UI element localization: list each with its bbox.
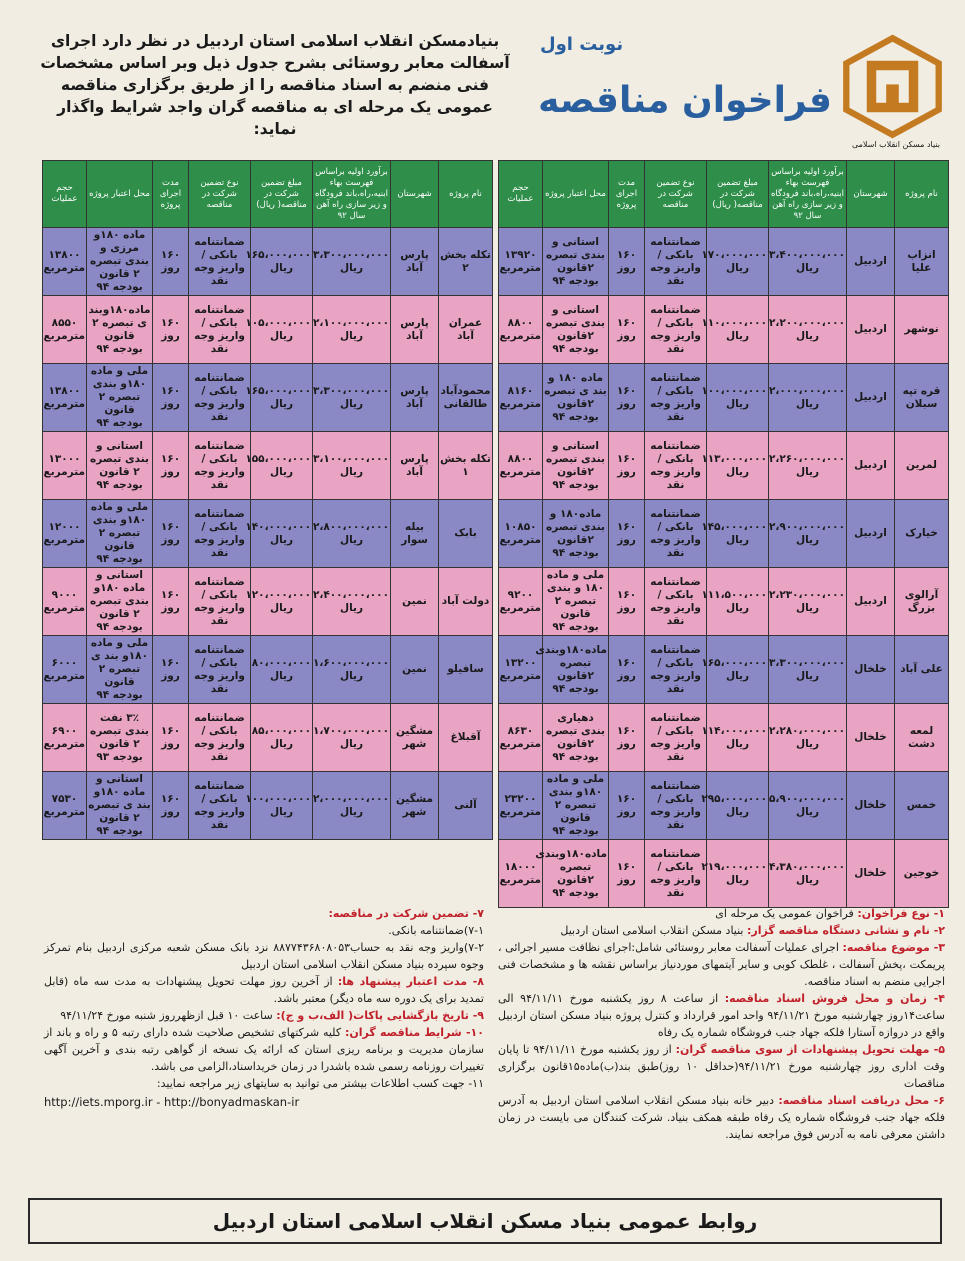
column-header: برآورد اولیه براساس فهرست بهاء ابنیه،راه،باند فرودگاه و زیر سازی راه آهن سال ۹۲ <box>769 161 847 228</box>
cell-duration: ۱۶۰ روز <box>153 228 189 296</box>
cell-volume: ۸۸۰۰ مترمربع <box>499 296 543 364</box>
footer-credit: روابط عمومی بنیاد مسکن انقلاب اسلامی استان اردبیل <box>28 1198 942 1244</box>
cell-gtype: ضمانتنامه بانکی /واریز وجه نقد <box>645 840 707 908</box>
note-item <box>498 905 945 922</box>
page-title: فراخوان مناقصه <box>538 80 832 121</box>
cell-gtype: ضمانتنامه بانکی /واریز وجه نقد <box>189 296 251 364</box>
column-header: مبلغ تضمین شرکت در مناقصه( ریال) <box>251 161 313 228</box>
cell-volume: ۸۱۶۰ مترمربع <box>499 364 543 432</box>
column-header: برآورد اولیه براساس فهرست بهاء ابنیه،راه،باند فرودگاه و زیر سازی راه آهن سال ۹۲ <box>313 161 391 228</box>
cell-volume: ۱۲۰۰۰ مترمربع <box>43 500 87 568</box>
note-heading: ۳- موضوع مناقصه: <box>842 941 945 954</box>
cell-guarantee: ۱۰۰،۰۰۰،۰۰۰ ریال <box>707 364 769 432</box>
cell-fund: ملی و ماده ۱۸۰و بندی تبصره ۲ قانون بودجه ۹۴ <box>87 364 153 432</box>
note-heading: ۱- نوع فراخوان: <box>857 907 945 920</box>
note-text: کلیه شرکتهای تشخیص صلاحیت شده دارای رتبه ۵ و راه و باند از سازمان مدیریت و برنامه ریزی استان که ارائه یک نسخه از گواهی رتبه بندی و آخرین آگهی تغییرات روزنامه رسمی شده باشدرا در زمان خریداسناد،الزامی می باشد. <box>44 1026 484 1073</box>
cell-fund: استانی و ماده ۱۸۰و بند ی تبصره ۲ قانون بودجه ۹۴ <box>87 772 153 840</box>
cell-name: عمران آباد <box>439 296 493 364</box>
cell-city: نمین <box>391 636 439 704</box>
cell-estimate: ۲،۴۰۰،۰۰۰،۰۰۰ ریال <box>313 568 391 636</box>
cell-volume: ۲۳۲۰۰ مترمربع <box>499 772 543 840</box>
cell-duration: ۱۶۰ روز <box>609 636 645 704</box>
table-row <box>43 636 493 704</box>
cell-duration: ۱۶۰ روز <box>153 636 189 704</box>
cell-gtype: ضمانتنامه بانکی /واریز وجه نقد <box>645 772 707 840</box>
table-row <box>499 228 949 296</box>
note-heading: ۷- تضمین شرکت در مناقصه: <box>328 907 484 920</box>
cell-volume: ۱۳۰۰۰ مترمربع <box>43 432 87 500</box>
cell-fund: ۳٪ نفت بندی تبصره ۲ قانون بودجه ۹۳ <box>87 704 153 772</box>
cell-name: قره تپه سبلان <box>895 364 949 432</box>
note-item <box>44 1007 484 1024</box>
note-item <box>498 990 945 1041</box>
intro-text: بنیادمسکن انقلاب اسلامی استان اردبیل در نظر دارد اجرای آسفالت معابر روستائی بشرح جدول ذیل وبر اساس مشخصات فنی منضم به اسناد مناقصه را از طریق برگزاری مناقصه عمومی یک مرحله ای به مناقصه گران واجد شرایط واگذار نماید: <box>40 32 510 138</box>
cell-city: پارس آباد <box>391 364 439 432</box>
cell-duration: ۱۶۰ روز <box>153 432 189 500</box>
cell-duration: ۱۶۰ روز <box>609 364 645 432</box>
cell-guarantee: ۱۰۰،۰۰۰،۰۰۰ ریال <box>251 772 313 840</box>
cell-name: آقبلاغ <box>439 704 493 772</box>
cell-fund: ماده ۱۸۰و مرزی و بندی تبصره ۲ قانون بودجه ۹۴ <box>87 228 153 296</box>
note-text: دبیر خانه بنیاد مسکن انقلاب اسلامی استان اردبیل به آدرس فلکه جهاد جنب فروشگاه شماره یک رفاه طبقه همکف بنیاد. شرکت کنندگان می بایست در زمان داشتن معرفی نامه به آدرس فوق مراجعه نمایند. <box>498 1094 945 1141</box>
table-row <box>499 568 949 636</box>
cell-guarantee: ۱۱۴،۰۰۰،۰۰۰ ریال <box>707 704 769 772</box>
edition-badge: نوبت اول <box>540 34 624 55</box>
column-header: شهرستان <box>391 161 439 228</box>
cell-fund: ماده۱۸۰ و بندی تبصره ۲قانون بودجه ۹۴ <box>543 500 609 568</box>
cell-city: خلخال <box>847 636 895 704</box>
cell-duration: ۱۶۰ روز <box>609 772 645 840</box>
note-item <box>44 922 484 939</box>
table-row <box>499 840 949 908</box>
note-item <box>498 1092 945 1143</box>
note-item <box>44 1075 484 1092</box>
cell-volume: ۶۹۰۰ مترمربع <box>43 704 87 772</box>
cell-fund: ماده۱۸۰وبندی تبصره ۲قانون بودجه ۹۴ <box>543 636 609 704</box>
cell-name: انزاب علیا <box>895 228 949 296</box>
cell-city: نمین <box>391 568 439 636</box>
cell-gtype: ضمانتنامه بانکی /واریز وجه نقد <box>189 364 251 432</box>
note-item <box>498 939 945 990</box>
cell-guarantee: ۱۴۰،۰۰۰،۰۰۰ ریال <box>251 500 313 568</box>
cell-city: اردبیل <box>847 500 895 568</box>
table-row <box>499 500 949 568</box>
cell-duration: ۱۶۰ روز <box>609 296 645 364</box>
cell-name: آلنی <box>439 772 493 840</box>
cell-gtype: ضمانتنامه بانکی /واریز وجه نقد <box>189 500 251 568</box>
table-row <box>43 364 493 432</box>
cell-city: مشگین شهر <box>391 772 439 840</box>
cell-volume: ۸۵۵۰ مترمربع <box>43 296 87 364</box>
note-text: ۷-۱)ضمانتنامه بانکی. <box>388 924 484 937</box>
cell-duration: ۱۶۰ روز <box>609 228 645 296</box>
cell-guarantee: ۱۱۱،۵۰۰،۰۰۰ ریال <box>707 568 769 636</box>
cell-duration: ۱۶۰ روز <box>153 364 189 432</box>
table-row <box>43 432 493 500</box>
cell-guarantee: ۱۶۵،۰۰۰،۰۰۰ ریال <box>251 364 313 432</box>
cell-estimate: ۳،۳۰۰،۰۰۰،۰۰۰ ریال <box>313 364 391 432</box>
cell-city: پارس آباد <box>391 228 439 296</box>
cell-fund: استانی و بندی تبصره ۲ قانون بودجه ۹۴ <box>87 432 153 500</box>
column-header: نوع تضمین شرکت در مناقصه <box>189 161 251 228</box>
note-text: ۷-۲)واریز وجه نقد به حساب۸۸۷۷۴۳۶۸۰۸۰۵۳ نزد بانک مسکن شعبه مرکزی اردبیل بنام تمرکز وجوه سپرده بنیاد مسکن انقلاب اسلامی استان اردبیل <box>44 941 484 971</box>
column-header: شهرستان <box>847 161 895 228</box>
cell-estimate: ۲،۲۸۰،۰۰۰،۰۰۰ ریال <box>769 704 847 772</box>
cell-guarantee: ۱۶۵،۰۰۰،۰۰۰ ریال <box>707 636 769 704</box>
cell-duration: ۱۶۰ روز <box>153 772 189 840</box>
cell-gtype: ضمانتنامه بانکی /واریز وجه نقد <box>645 568 707 636</box>
cell-guarantee: ۱۴۵،۰۰۰،۰۰۰ ریال <box>707 500 769 568</box>
cell-guarantee: ۱۱۳،۰۰۰،۰۰۰ ریال <box>707 432 769 500</box>
cell-volume: ۸۸۰۰ مترمربع <box>499 432 543 500</box>
column-header: حجم عملیات <box>499 161 543 228</box>
cell-gtype: ضمانتنامه بانکی /واریز وجه نقد <box>189 228 251 296</box>
foundation-logo-icon <box>840 34 945 139</box>
cell-estimate: ۱،۶۰۰،۰۰۰،۰۰۰ ریال <box>313 636 391 704</box>
cell-gtype: ضمانتنامه بانکی /واریز وجه نقد <box>645 364 707 432</box>
cell-name: بابک <box>439 500 493 568</box>
cell-guarantee: ۲۹۵،۰۰۰،۰۰۰ ریال <box>707 772 769 840</box>
cell-fund: دهیاری بندی تبصره ۲قانون بودجه ۹۴ <box>543 704 609 772</box>
note-item <box>44 905 484 922</box>
cell-city: پارس آباد <box>391 296 439 364</box>
cell-fund: ملی و ماده ۱۸۰و بندی تبصره ۲ قانون بودجه ۹۴ <box>87 500 153 568</box>
cell-gtype: ضمانتنامه بانکی /واریز وجه نقد <box>645 228 707 296</box>
note-text: اجرای عملیات آسفالت معابر روستائی شامل:اجرای نظافت مسیر اجرائی ، پریمکت ،پخش آسفالت ، غلطک کوبی و سایر آیتمهای موردنیاز براساس نقشه ها و مشخصات فنی اجرایی منضم به اسناد مناقصه. <box>498 941 945 988</box>
cell-gtype: ضمانتنامه بانکی /واریز وجه نقد <box>645 704 707 772</box>
cell-gtype: ضمانتنامه بانکی /واریز وجه نقد <box>189 704 251 772</box>
cell-duration: ۱۶۰ روز <box>609 840 645 908</box>
cell-guarantee: ۱۰۵،۰۰۰،۰۰۰ ریال <box>251 296 313 364</box>
table-row <box>499 636 949 704</box>
cell-name: سافیلو <box>439 636 493 704</box>
cell-city: خلخال <box>847 772 895 840</box>
note-heading: ۴- زمان و محل فروش اسناد مناقصه: <box>724 992 945 1005</box>
table-row <box>499 704 949 772</box>
cell-guarantee: ۸۵،۰۰۰،۰۰۰ ریال <box>251 704 313 772</box>
column-header: مدت اجرای پروژه <box>609 161 645 228</box>
cell-city: خلخال <box>847 840 895 908</box>
cell-city: اردبیل <box>847 228 895 296</box>
cell-volume: ۶۰۰۰ مترمربع <box>43 636 87 704</box>
cell-volume: ۷۵۳۰ مترمربع <box>43 772 87 840</box>
column-header: محل اعتبار پروژه <box>543 161 609 228</box>
cell-city: اردبیل <box>847 296 895 364</box>
cell-estimate: ۲،۸۰۰،۰۰۰،۰۰۰ ریال <box>313 500 391 568</box>
cell-duration: ۱۶۰ روز <box>153 568 189 636</box>
cell-name: خیارک <box>895 500 949 568</box>
cell-estimate: ۲،۰۰۰،۰۰۰،۰۰۰ ریال <box>313 772 391 840</box>
note-heading: ۵- مهلت تحویل پیشنهادات از سوی مناقصه گران: <box>675 1043 945 1056</box>
cell-duration: ۱۶۰ روز <box>609 432 645 500</box>
cell-guarantee: ۸۰،۰۰۰،۰۰۰ ریال <box>251 636 313 704</box>
cell-guarantee: ۱۶۵،۰۰۰،۰۰۰ ریال <box>251 228 313 296</box>
column-header: نوع تضمین شرکت در مناقصه <box>645 161 707 228</box>
cell-volume: ۱۳۹۲۰ مترمربع <box>499 228 543 296</box>
table-row <box>43 296 493 364</box>
cell-name: محمودآباد طالقانی <box>439 364 493 432</box>
cell-duration: ۱۶۰ روز <box>153 500 189 568</box>
cell-name: لمرین <box>895 432 949 500</box>
notes-right <box>498 905 945 1143</box>
website-links[interactable]: http://iets.mporg.ir - http://bonyadmaskan-ir <box>44 1095 300 1109</box>
cell-name: تکله بخش ۲ <box>439 228 493 296</box>
cell-estimate: ۲،۹۰۰،۰۰۰،۰۰۰ ریال <box>769 500 847 568</box>
table-row <box>499 772 949 840</box>
cell-volume: ۱۰۸۵۰ مترمربع <box>499 500 543 568</box>
cell-volume: ۱۸۰۰۰ مترمربع <box>499 840 543 908</box>
table-row <box>43 228 493 296</box>
note-text: از روز یکشنبه مورخ ۹۴/۱۱/۱۱ تا پایان وقت اداری روز چهارشنبه مورخ ۹۴/۱۱/۲۱(حداقل ۱۰ روز)طبق بند(ب)ماده۱۵قانون برگزاری مناقصات <box>498 1043 945 1090</box>
cell-gtype: ضمانتنامه بانکی /واریز وجه نقد <box>189 568 251 636</box>
cell-volume: ۸۶۳۰ مترمربع <box>499 704 543 772</box>
cell-gtype: ضمانتنامه بانکی /واریز وجه نقد <box>645 500 707 568</box>
note-text: از آخرین روز مهلت تحویل پیشنهادات به مدت سه ماه (قابل تمدید برای یک دوره سه ماه دیگر) معتبر باشد. <box>44 975 484 1005</box>
note-heading: ۱۰- شرایط مناقصه گران: <box>344 1026 484 1039</box>
cell-name: خوجین <box>895 840 949 908</box>
cell-fund: ماده ۱۸۰ و بند ی تبصره ۲قانون بودجه ۹۴ <box>543 364 609 432</box>
cell-estimate: ۳،۱۰۰،۰۰۰،۰۰۰ ریال <box>313 432 391 500</box>
cell-duration: ۱۶۰ روز <box>609 500 645 568</box>
cell-estimate: ۳،۳۰۰،۰۰۰،۰۰۰ ریال <box>769 636 847 704</box>
cell-duration: ۱۶۰ روز <box>153 704 189 772</box>
cell-city: خلخال <box>847 704 895 772</box>
cell-estimate: ۲،۰۰۰،۰۰۰،۰۰۰ ریال <box>769 364 847 432</box>
cell-city: اردبیل <box>847 364 895 432</box>
table-row <box>499 432 949 500</box>
note-item <box>498 1041 945 1092</box>
note-item <box>44 939 484 973</box>
cell-name: آرالوی بزرگ <box>895 568 949 636</box>
cell-fund: ملی و ماده ۱۸۰و بندی تبصره ۲ قانون بودجه ۹۴ <box>543 772 609 840</box>
cell-fund: ملی و ماده ۱۸۰ و بندی تبصره ۲ قانون بودجه ۹۴ <box>543 568 609 636</box>
cell-estimate: ۲،۲۰۰،۰۰۰،۰۰۰ ریال <box>769 296 847 364</box>
note-text: ۱۱- جهت کسب اطلاعات بیشتر می توانید به سایتهای زیر مراجعه نمایید: <box>156 1077 484 1090</box>
note-item <box>44 1024 484 1075</box>
table-row <box>43 500 493 568</box>
cell-fund: ماده۱۸۰وبندی تبصره ۲قانون بودجه ۹۴ <box>543 840 609 908</box>
cell-estimate: ۳،۳۰۰،۰۰۰،۰۰۰ ریال <box>313 228 391 296</box>
cell-city: مشگین شهر <box>391 704 439 772</box>
cell-gtype: ضمانتنامه بانکی /واریز وجه نقد <box>189 432 251 500</box>
note-text: بنیاد مسکن انقلاب اسلامی استان اردبیل <box>560 924 747 937</box>
note-heading: ۸- مدت اعتبار پیشنهاد ها: <box>337 975 484 988</box>
projects-table-left <box>42 160 493 840</box>
note-item <box>44 973 484 1007</box>
cell-city: بیله سوار <box>391 500 439 568</box>
cell-estimate: ۵،۹۰۰،۰۰۰،۰۰۰ ریال <box>769 772 847 840</box>
cell-volume: ۱۳۸۰۰ مترمربع <box>43 228 87 296</box>
cell-name: لمعه دشت <box>895 704 949 772</box>
cell-estimate: ۳،۴۰۰،۰۰۰،۰۰۰ ریال <box>769 228 847 296</box>
cell-duration: ۱۶۰ روز <box>153 296 189 364</box>
table-row <box>43 704 493 772</box>
cell-estimate: ۲،۲۳۰،۰۰۰،۰۰۰ ریال <box>769 568 847 636</box>
note-text: فراخوان عمومی یک مرحله ای <box>715 907 858 920</box>
cell-guarantee: ۱۱۰،۰۰۰،۰۰۰ ریال <box>707 296 769 364</box>
cell-guarantee: ۱۵۵،۰۰۰،۰۰۰ ریال <box>251 432 313 500</box>
note-heading: ۶- محل دریافت اسناد مناقصه: <box>778 1094 946 1107</box>
column-header: مبلغ تضمین شرکت در مناقصه( ریال) <box>707 161 769 228</box>
cell-name: دولت آباد <box>439 568 493 636</box>
cell-city: اردبیل <box>847 568 895 636</box>
cell-fund: استانی و ماده ۱۸۰و بندی تبصره ۲ قانون بودجه ۹۴ <box>87 568 153 636</box>
cell-fund: استانی و بندی تبصره ۲قانون بودجه ۹۴ <box>543 432 609 500</box>
cell-guarantee: ۱۷۰،۰۰۰،۰۰۰ ریال <box>707 228 769 296</box>
column-header: نام پروژه <box>439 161 493 228</box>
cell-fund: استانی و بندی تبصره ۲قانون بودجه ۹۴ <box>543 228 609 296</box>
logo-caption: بنیاد مسکن انقلاب اسلامی <box>851 140 941 149</box>
table-row <box>499 364 949 432</box>
cell-duration: ۱۶۰ روز <box>609 704 645 772</box>
column-header: مدت اجرای پروژه <box>153 161 189 228</box>
cell-name: نوشهر <box>895 296 949 364</box>
note-heading: ۹- تاریخ بازگشایی پاکات( الف،ب و ج): <box>276 1009 484 1022</box>
cell-gtype: ضمانتنامه بانکی /واریز وجه نقد <box>189 772 251 840</box>
note-heading: ۲- نام و نشانی دستگاه مناقصه گزار: <box>747 924 945 937</box>
note-text: از ساعت ۸ روز یکشنبه مورخ ۹۴/۱۱/۱۱ الی ساعت۱۴روز چهارشنبه مورخ ۹۴/۱۱/۲۱ واحد امور قرارداد و کنترل پروژه بنیاد مسکن استان اردبیل واقع در دروازه آستارا فلکه جهاد جنب فروشگاه شماره یک رفاه <box>498 992 945 1039</box>
cell-estimate: ۲،۲۶۰،۰۰۰،۰۰۰ ریال <box>769 432 847 500</box>
cell-volume: ۱۳۲۰۰ مترمربع <box>499 636 543 704</box>
cell-name: خمس <box>895 772 949 840</box>
cell-name: علی آباد <box>895 636 949 704</box>
cell-estimate: ۴،۳۸۰،۰۰۰،۰۰۰ ریال <box>769 840 847 908</box>
cell-fund: ماده۱۸۰وبند ی تبصره ۲ قانون بودجه ۹۴ <box>87 296 153 364</box>
table-row <box>43 568 493 636</box>
column-header: حجم عملیات <box>43 161 87 228</box>
notes-left <box>44 905 484 1111</box>
cell-gtype: ضمانتنامه بانکی /واریز وجه نقد <box>645 636 707 704</box>
cell-duration: ۱۶۰ روز <box>609 568 645 636</box>
cell-gtype: ضمانتنامه بانکی /واریز وجه نقد <box>645 432 707 500</box>
cell-city: پارس آباد <box>391 432 439 500</box>
cell-fund: ملی و ماده ۱۸۰و بند ی تبصره ۲ قانون بودجه ۹۴ <box>87 636 153 704</box>
cell-city: اردبیل <box>847 432 895 500</box>
projects-table-right <box>498 160 949 908</box>
table-row <box>43 772 493 840</box>
cell-volume: ۹۰۰۰ مترمربع <box>43 568 87 636</box>
cell-gtype: ضمانتنامه بانکی /واریز وجه نقد <box>645 296 707 364</box>
cell-volume: ۱۳۸۰۰ مترمربع <box>43 364 87 432</box>
note-item <box>498 922 945 939</box>
cell-estimate: ۲،۱۰۰،۰۰۰،۰۰۰ ریال <box>313 296 391 364</box>
note-text: ساعت ۱۰ قبل ازظهرروز شنبه مورخ ۹۴/۱۱/۲۴ <box>60 1009 277 1022</box>
cell-gtype: ضمانتنامه بانکی /واریز وجه نقد <box>189 636 251 704</box>
cell-name: تکله بخش ۱ <box>439 432 493 500</box>
cell-guarantee: ۲۱۹،۰۰۰،۰۰۰ ریال <box>707 840 769 908</box>
column-header: محل اعتبار پروژه <box>87 161 153 228</box>
column-header: نام پروژه <box>895 161 949 228</box>
cell-guarantee: ۱۲۰،۰۰۰،۰۰۰ ریال <box>251 568 313 636</box>
table-row <box>499 296 949 364</box>
cell-fund: استانی و بندی تبصره ۲قانون بودجه ۹۴ <box>543 296 609 364</box>
cell-estimate: ۱،۷۰۰،۰۰۰،۰۰۰ ریال <box>313 704 391 772</box>
cell-volume: ۹۲۰۰ مترمربع <box>499 568 543 636</box>
